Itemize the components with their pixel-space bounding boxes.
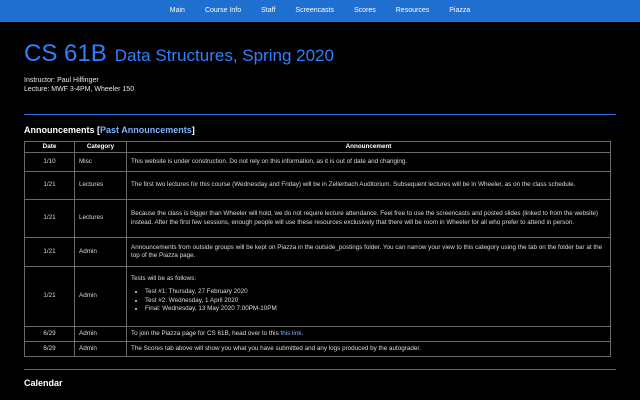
announcements-table bbox=[24, 141, 611, 357]
divider bbox=[24, 369, 616, 370]
top-nav bbox=[0, 0, 640, 22]
bracket-close: ] bbox=[191, 125, 195, 135]
table-row bbox=[25, 342, 611, 357]
row-announcement: The Scores tab above will show you what you have submitted and any logs produced by the autograder. bbox=[127, 342, 611, 357]
list-item: • Final: Wednesday, 13 May 2020 7:00PM-10PM bbox=[145, 305, 606, 313]
row-date: 6/29 bbox=[25, 342, 75, 357]
table-row bbox=[25, 267, 611, 327]
row-category: Admin bbox=[75, 238, 127, 267]
row-announcement: Because the class is bigger than Wheeler will hold, we do not require lecture attendance. Feel free to use the screencasts and posted slides (linked to from the website) instead. After the first few sessions, enough people will use these resources exclusively that there will be room in Wheeler for all who prefer to attend in person. bbox=[127, 200, 611, 238]
table-header-row bbox=[25, 142, 611, 153]
table-row bbox=[25, 153, 611, 172]
row-announcement: The first two lectures for this course (Wednesday and Friday) will be in Zellerbach Auditorium. Subsequent lectures will be in Wheeler, as on the class schedule. bbox=[127, 172, 611, 200]
announcements-title: Announcements bbox=[24, 125, 95, 135]
instructor-line: Instructor: Paul Hilfinger bbox=[24, 77, 99, 84]
past-announcements-link[interactable]: Past Announcements bbox=[100, 125, 192, 135]
row-category: Admin bbox=[75, 342, 127, 357]
list-item: • Test #1: Thursday, 27 February 2020 bbox=[145, 288, 606, 296]
table-row bbox=[25, 172, 611, 200]
page-title bbox=[24, 40, 616, 68]
nav-staff[interactable]: Staff bbox=[261, 7, 276, 14]
table-row bbox=[25, 327, 611, 342]
lecture-line: Lecture: MWF 3-4PM, Wheeler 150 bbox=[24, 86, 135, 93]
row-category: Admin bbox=[75, 267, 127, 327]
table-row bbox=[25, 200, 611, 238]
divider bbox=[24, 114, 616, 115]
row-announcement bbox=[127, 267, 611, 327]
row-announcement: This website is under construction. Do not rely on this information, as it is out of date and changing. bbox=[127, 153, 611, 172]
announcements-heading bbox=[24, 125, 616, 135]
course-code: CS 61B bbox=[24, 40, 107, 67]
tests-intro: Tests will be as follows: bbox=[131, 275, 197, 283]
row-category: Lectures bbox=[75, 200, 127, 238]
row-date: 1/10 bbox=[25, 153, 75, 172]
row-date: 1/21 bbox=[25, 172, 75, 200]
nav-scores[interactable]: Scores bbox=[353, 7, 376, 14]
row-date: 6/29 bbox=[25, 327, 75, 342]
row-announcement bbox=[127, 327, 611, 342]
calendar-heading: Calendar bbox=[24, 378, 63, 389]
row-category: Lectures bbox=[75, 172, 127, 200]
column-header-category: Category bbox=[75, 142, 127, 153]
row-date: 1/21 bbox=[25, 200, 75, 238]
nav-screencasts[interactable]: Screencasts bbox=[295, 7, 334, 14]
list-item: • Test #2: Wednesday, 1 April 2020 bbox=[145, 297, 606, 305]
main-content bbox=[0, 22, 640, 388]
column-header-announcement: Announcement bbox=[127, 142, 611, 153]
course-title: Data Structures, Spring 2020 bbox=[114, 46, 334, 65]
course-info bbox=[24, 76, 616, 94]
row-date: 1/21 bbox=[25, 238, 75, 267]
table-row bbox=[25, 238, 611, 267]
nav-piazza[interactable]: Piazza bbox=[449, 7, 471, 14]
piazza-text-after: . bbox=[301, 330, 304, 337]
row-category: Admin bbox=[75, 327, 127, 342]
row-date: 1/21 bbox=[25, 267, 75, 327]
row-announcement: Announcements from outside groups will be kept on Piazza in the outside_postings folder. You can narrow your view to this category using the tab on the folder bar at the top of the Piazza page. bbox=[127, 238, 611, 267]
piazza-link[interactable]: this link bbox=[280, 330, 302, 337]
column-header-date: Date bbox=[25, 142, 75, 153]
nav-course-info[interactable]: Course Info bbox=[204, 7, 242, 14]
piazza-text-before: To join the Piazza page for CS 61B, head over to this bbox=[131, 330, 281, 337]
nav-main[interactable]: Main bbox=[169, 7, 185, 14]
tests-list bbox=[131, 288, 606, 313]
row-category: Misc bbox=[75, 153, 127, 172]
bracket-open: [ bbox=[97, 125, 101, 135]
nav-resources[interactable]: Resources bbox=[395, 7, 430, 14]
